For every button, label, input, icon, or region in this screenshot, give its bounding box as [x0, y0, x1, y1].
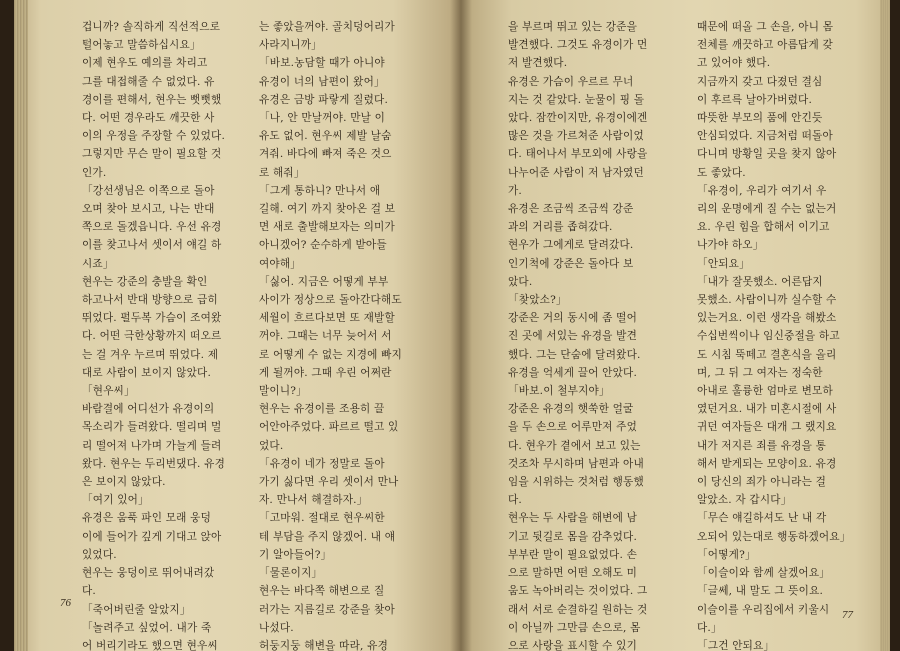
text-line: 「놀려주고 싶었어. 내가 죽: [82, 621, 212, 634]
text-line: 「안되요」: [697, 257, 750, 270]
text-line: 유경을 억세게 끌어 안았다.: [508, 366, 638, 379]
left-page-column-2: [259, 18, 439, 651]
text-line: 로 어떻게 수 없는 지경에 빠지: [259, 348, 403, 361]
text-line: 유경은 조금씩 조금씩 강준: [508, 203, 634, 216]
text-line: 리 떨어져 나가며 가늘게 들려: [82, 439, 222, 452]
text-line: 쪽으로 돌겠읍니다. 우선 유경: [82, 221, 222, 234]
text-line: 「싫어. 지금은 어떻게 부부: [259, 275, 389, 288]
text-line: 알았소. 자 갑시다」: [697, 494, 792, 507]
page-edges-right: [880, 0, 890, 651]
text-line: 현우는 바다쪽 해변으로 질: [259, 585, 385, 598]
text-line: 고 있어야 했다.: [697, 57, 771, 70]
text-line: 시죠」: [82, 257, 114, 270]
text-line: 았다. 잠깐이지만, 유경이에겐: [508, 112, 648, 125]
text-line: 많은 것을 가르쳐준 사람이었: [508, 130, 644, 143]
text-line: 「유경이, 우리가 여기서 우: [697, 184, 827, 197]
text-line: 털어놓고 말씀하십시요」: [82, 39, 201, 52]
text-line: 이에 들어가 깊게 기대고 앉아: [82, 530, 222, 543]
text-line: 움도 녹아버리는 것이었다. 그: [508, 585, 648, 598]
text-line: 었다.: [259, 439, 284, 452]
text-line: 「바보.농담할 때가 아니야: [259, 57, 385, 70]
text-line: 로 해줘」: [259, 166, 305, 179]
text-line: 현우가 그에게로 달려갔다.: [508, 239, 634, 252]
text-line: 강준은 거의 동시에 좀 떨어: [508, 312, 638, 325]
text-line: 진 곳에 서있는 유경을 발견: [508, 330, 638, 343]
text-line: 이 후르륵 날아가버렸다.: [697, 93, 813, 106]
text-line: 사라지니까」: [259, 39, 322, 52]
text-line: 그를 대접해줄 수 없었다. 유: [82, 75, 215, 88]
text-line: 「바보.이 철부지야」: [508, 385, 610, 398]
text-line: 있는거요. 이런 생각을 해봤소: [697, 312, 837, 325]
text-line: 말이니?」: [259, 385, 307, 398]
text-line: 은 보이지 않았다.: [82, 476, 166, 489]
text-line: 인가.: [82, 166, 107, 179]
text-line: 부부란 말이 필요없었다. 손: [508, 548, 638, 561]
page-number-left: 76: [60, 597, 71, 609]
text-line: 것조차 무시하며 남편과 아내: [508, 457, 644, 470]
text-line: 수십번씩이나 임신중절을 하고: [697, 330, 840, 343]
text-line: 바람결에 어디선가 유경이의: [82, 403, 215, 416]
text-line: 다.: [508, 494, 523, 507]
text-line: 과의 거리를 좁혀갔다.: [508, 221, 613, 234]
text-line: 러가는 지름길로 강준을 찾아: [259, 603, 395, 616]
text-line: 경이를 편해서, 현우는 뻣뻣했: [82, 93, 222, 106]
text-line: 을 두 손으로 어루만져 주었: [508, 421, 638, 434]
text-line: 「고마워. 절대로 현우씨한: [259, 512, 385, 525]
text-line: 「여기 있어」: [82, 494, 149, 507]
text-line: 다. 어떤 극한상황까지 떠오르: [82, 330, 222, 343]
text-line: 현우는 웅덩이로 뛰어내려갔: [82, 567, 215, 580]
text-line: 자. 만나서 해결하자.」: [259, 494, 368, 507]
text-line: 으로 말하면 어떤 오해도 미: [508, 567, 638, 580]
text-line: 「유경이 네가 정말로 돌아: [259, 457, 385, 470]
text-line: 다. 태어나서 부모외에 사랑을: [508, 148, 648, 161]
text-line: 았다.: [508, 275, 533, 288]
text-line: 오되어 있는대로 행동하겠어요」: [697, 530, 851, 543]
text-line: 어안아주었다. 파르르 떨고 있: [259, 421, 399, 434]
text-line: 발견했다. 그것도 유경이가 먼: [508, 39, 648, 52]
text-line: 목소리가 들려왔다. 떨리며 멀: [82, 421, 222, 434]
text-line: 했다. 그는 단숨에 달려왔다.: [508, 348, 641, 361]
text-line: 그렇지만 무슨 말이 필요할 것: [82, 148, 222, 161]
text-line: 길해. 여기 까지 찾아온 걸 보: [259, 203, 396, 216]
text-line: 저 발견했다.: [508, 57, 568, 70]
right-page-column-2: [697, 18, 877, 651]
text-line: 해서 받게되는 모양이요. 유경: [697, 457, 837, 470]
text-line: 나섰다.: [259, 621, 294, 634]
text-line: 강준은 유경의 햇쑥한 얼굴: [508, 403, 634, 416]
text-line: 리의 운명에게 질 수는 없는거: [697, 203, 837, 216]
text-line: 유경은 금방 파랗게 질렸다.: [259, 93, 389, 106]
text-line: 면 새로 출발해보자는 의미가: [259, 221, 395, 234]
text-line: 「그건 안되요」: [697, 639, 775, 651]
text-line: 다니며 방황일 곳을 찾지 않아: [697, 148, 837, 161]
text-line: 「물론이지」: [259, 567, 323, 580]
text-line: 이를 찾고나서 셋이서 얘길 하: [82, 239, 222, 252]
text-line: 「어떻게?」: [697, 548, 756, 561]
text-line: 사이가 정상으로 돌아간다해도: [259, 294, 402, 307]
text-line: 래서 서로 순결하길 원하는 것: [508, 603, 648, 616]
text-line: 도 좋았다.: [697, 166, 746, 179]
text-line: 어 버리기라도 했으면 현우씨: [82, 639, 218, 651]
text-line: 「나, 안 만날꺼야. 만날 이: [259, 112, 386, 125]
text-line: 때문에 떠올 그 손을, 아니 몸: [697, 21, 834, 33]
text-line: 「내가 잘못했소. 어른답지: [697, 275, 823, 288]
text-line: 기 알아들어?」: [259, 548, 332, 561]
text-line: 는 걸 겨우 누르며 뛰었다. 제: [82, 348, 219, 361]
text-line: 임을 시위하는 것처럼 행동했: [508, 476, 644, 489]
text-line: 「강선생님은 이쪽으로 돌아: [82, 184, 215, 197]
right-page: [460, 0, 890, 651]
text-line: 유도 없어. 현우씨 제발 날숨: [259, 130, 392, 143]
text-line: 다.: [82, 585, 97, 598]
text-line: 지는 것 같았다. 눈물이 핑 돌: [508, 93, 645, 106]
text-line: 이제 현우도 예의를 차리고: [82, 57, 208, 70]
text-line: 요. 우린 힘을 합해서 이기고: [697, 221, 830, 234]
text-line: 귀던 여자들은 대개 그 랬지요: [697, 421, 837, 434]
text-line: 다. 어떤 경우라도 깨끗한 사: [82, 112, 215, 125]
text-line: 게 될꺼야. 그때 우린 어쩌란: [259, 366, 392, 379]
text-line: 이슬이를 우리집에서 키울시: [697, 603, 830, 616]
text-line: 는 좋았을꺼야. 골치덩어리가: [259, 21, 395, 33]
text-line: 안심되었다. 지금처럼 떠돌아: [697, 130, 833, 143]
text-line: 하고나서 반대 방향으로 급히: [82, 294, 218, 307]
text-line: 을 부르며 뛰고 있는 강준을: [508, 21, 638, 33]
text-line: 「무슨 얘길하셔도 난 내 각: [697, 512, 827, 525]
text-line: 세월이 흐르다보면 또 재발할: [259, 312, 395, 325]
book-gutter: [450, 0, 472, 651]
text-line: 「그게 통하니? 만나서 애: [259, 184, 381, 197]
right-page-column-1: [508, 18, 691, 651]
text-line: 이 아닐까 그만큼 손으로, 몸: [508, 621, 641, 634]
page-number-right: 77: [842, 609, 853, 621]
text-line: 다.」: [697, 621, 722, 634]
text-line: 현우는 강준의 충발을 확인: [82, 275, 208, 288]
text-line: 겨줘. 바다에 빠져 죽은 것으: [259, 148, 392, 161]
left-page: [14, 0, 460, 651]
text-line: 으로 사랑을 표시할 수 있기: [508, 639, 638, 651]
text-line: 였던거요. 내가 미혼시절에 사: [697, 403, 837, 416]
text-line: 유경은 움푹 파인 모래 웅덩: [82, 512, 212, 525]
text-line: 나누어준 사람이 저 남자였던: [508, 166, 644, 179]
text-line: 있었다.: [82, 548, 117, 561]
text-line: 나가야 하오」: [697, 239, 764, 252]
text-line: 「글쎄, 내 말도 그 뜻이요.: [697, 585, 824, 598]
text-line: 인기척에 강준은 돌아다 보: [508, 257, 634, 270]
text-line: 뛰었다. 펄두복 가슴이 조여왔: [82, 312, 222, 325]
text-line: 「이슬이와 함께 살겠어요」: [697, 567, 831, 580]
text-line: 오며 찾아 보시고, 나는 반대: [82, 203, 215, 216]
text-line: 유경이 너의 남편이 왔어」: [259, 75, 385, 88]
text-line: 이 당신의 죄가 아니라는 걸: [697, 476, 827, 489]
text-line: 허둥지둥 해변을 따라, 유경: [259, 639, 389, 651]
text-line: 「죽어버린줄 알았지」: [82, 603, 191, 616]
text-line: 도 시침 뚝떼고 결혼식을 올리: [697, 348, 837, 361]
text-line: 기고 뒷길로 몸을 감추었다.: [508, 530, 638, 543]
text-line: 내가 저지른 죄를 유경을 통: [697, 439, 827, 452]
text-line: 유경은 가슴이 우르르 무너: [508, 75, 634, 88]
text-line: 며, 그 뒤 그 여자는 정숙한: [697, 366, 823, 379]
text-line: 「찾았소?」: [508, 294, 567, 307]
text-line: 이의 우정을 주장할 수 있었다.: [82, 130, 226, 143]
text-line: 전체를 깨끗하고 아름답게 갖: [697, 39, 833, 52]
text-line: 가.: [508, 184, 523, 197]
text-line: 여야해」: [259, 257, 302, 270]
text-line: 따뜻한 부모의 품에 안긴듯: [697, 112, 823, 125]
text-line: 「현우씨」: [82, 385, 135, 398]
text-line: 대로 사람이 보이지 않았다.: [82, 366, 212, 379]
text-line: 못했소. 사람이니까 실수할 수: [697, 294, 837, 307]
text-line: 현우는 두 사람을 해변에 남: [508, 512, 638, 525]
text-line: 아내로 훌륭한 엄마로 변모하: [697, 385, 833, 398]
text-line: 왔다. 현우는 두리번댔다. 유경: [82, 457, 226, 470]
text-line: 가기 싫다면 우리 셋이서 만나: [259, 476, 399, 489]
page-edges: [14, 0, 28, 651]
text-line: 아니겠어? 순수하게 받아들: [259, 239, 387, 252]
text-line: 현우는 유경이를 조용히 끌: [259, 403, 385, 416]
text-line: 꺼야. 그때는 너무 늦어서 서: [259, 330, 392, 343]
text-line: 지금까지 갖고 다졌던 결심: [697, 75, 823, 88]
text-line: 테 부담을 주지 않겠어. 내 얘: [259, 530, 396, 543]
text-line: 다. 현우가 곁에서 보고 있는: [508, 439, 641, 452]
text-line: 겁니까? 솔직하게 직선적으로: [82, 21, 221, 33]
left-page-column-1: [82, 18, 258, 651]
